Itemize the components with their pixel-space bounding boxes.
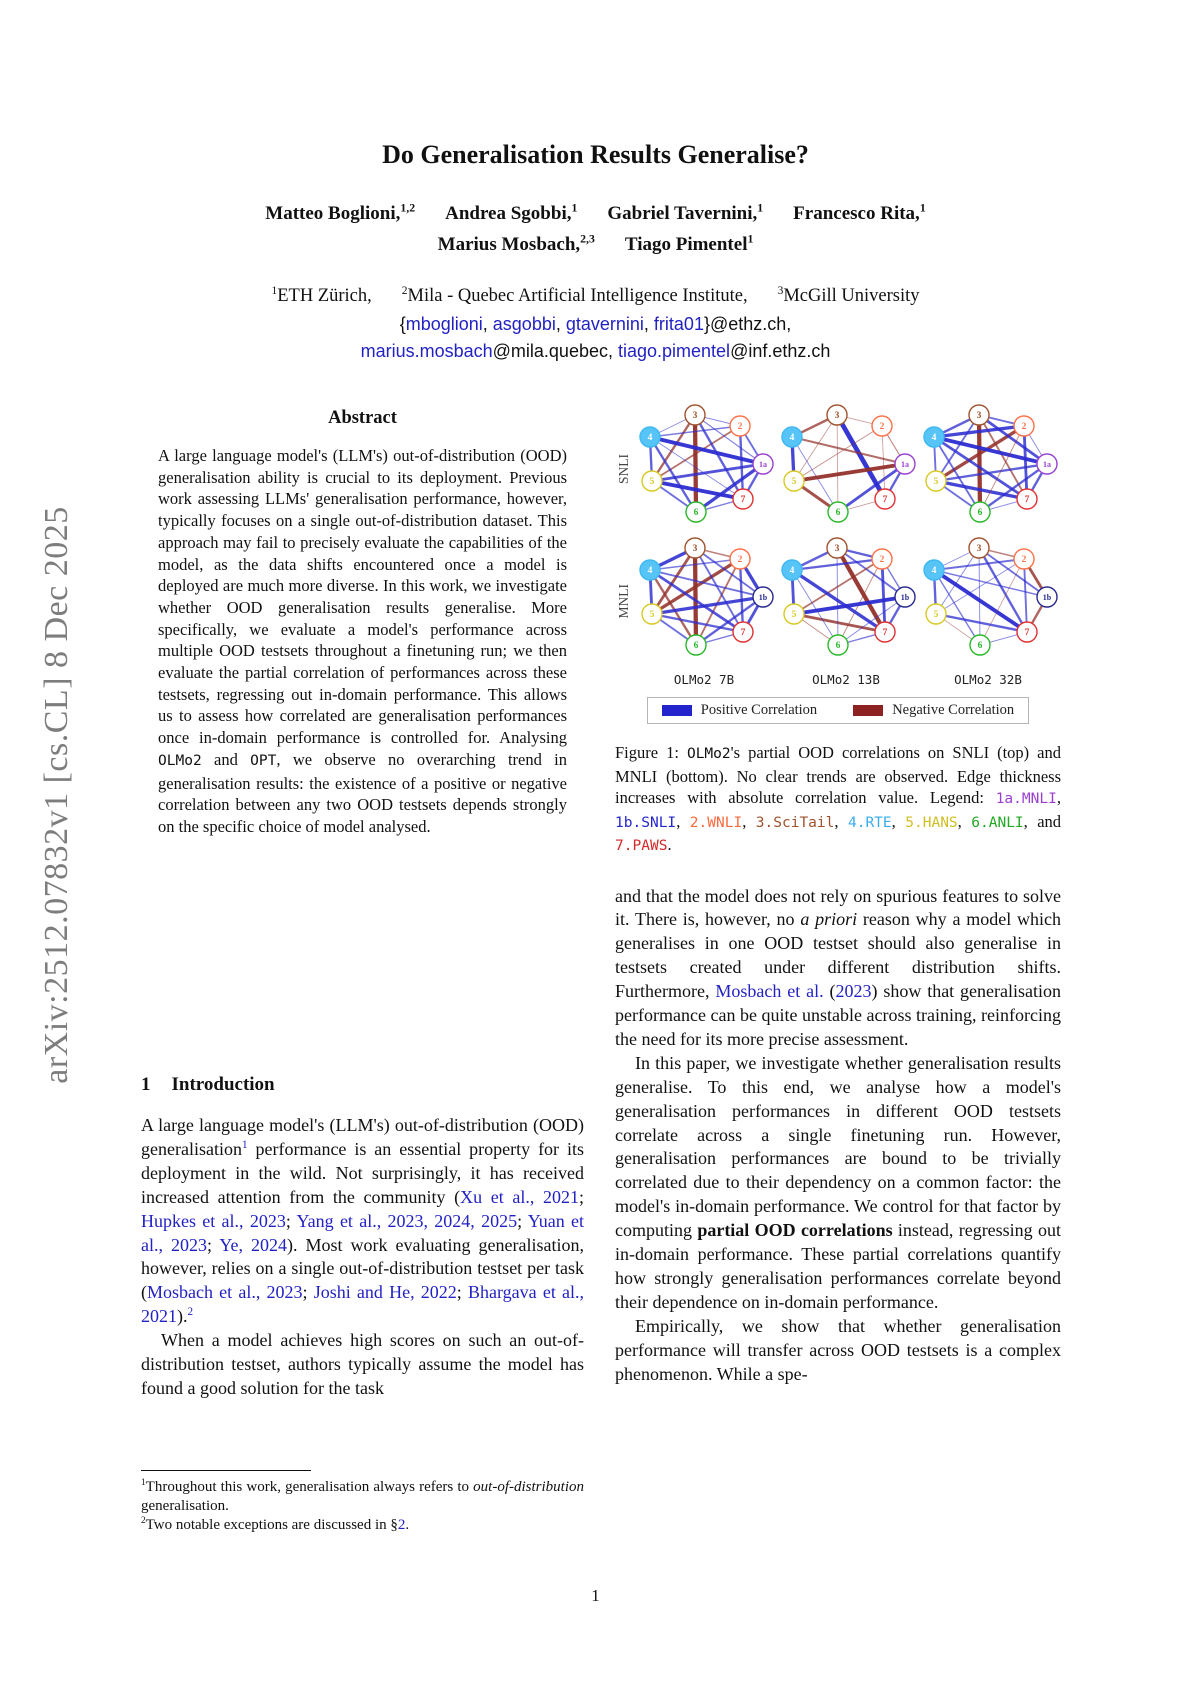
model-label-32b: OLMo2 32B [954,672,1022,687]
graph-node-label: 2 [879,422,885,433]
text-run: 's partial OOD correlations on SNLI (top) and MNLI (bottom). No clear trends are observed. Edge thickness increases with absolute correlation value. Legend: [615,743,1061,807]
graph-mnli-32b [917,535,1059,668]
abstract-section [141,408,584,838]
figure-legend [615,697,1061,724]
correlation-graphs-grid [615,402,1061,668]
correlation-edge [882,426,885,499]
email-line-1 [0,314,1191,335]
graph-node-label: 2 [737,555,743,566]
text-run: OLMo2 [158,752,202,769]
text-run: ) show that generalisation performance can be quite unstable across training, reinforcing the need for its more precise assessment. [615,981,1062,1049]
correlation-edge [695,415,696,512]
graph-node-label: 6 [835,508,841,519]
graph-node-label: 3 [834,544,840,555]
text-run: { [399,314,406,334]
text-run: Francesco Rita, [793,203,920,224]
graph-node-label: 1b [900,593,910,603]
text-run: 2 [401,284,408,297]
row-label-snli: SNLI [616,453,631,484]
graph-node-label: 7 [1024,628,1030,639]
model-labels-spacer [615,672,633,687]
correlation-edge [740,426,743,499]
graph-node-label: 5 [933,477,939,488]
text-run: 5.HANS [905,814,958,831]
text-run: a priori [800,909,858,930]
link[interactable]: asgobbi [492,314,556,334]
correlation-edge [837,415,838,512]
text-run: Gabriel Tavernini, [607,203,758,224]
intro-paragraph-2 [141,1329,584,1401]
text-run: , and [1023,811,1062,831]
text-run: , [957,811,972,831]
graph-node-label: 5 [791,610,797,621]
graph-node-label: 5 [791,477,797,488]
text-run: Throughout this work, generalisation always refers to [145,1479,474,1495]
text-run: A large language model's (LLM's) out-of-distribution (OOD) generalisation [141,1115,584,1159]
graph-node-label: 7 [740,495,746,506]
intro-paragraph-1 [141,1114,584,1329]
text-run: ; [517,1210,528,1231]
link[interactable]: Hupkes et al., 2023 [141,1210,286,1231]
link[interactable]: 1 [241,1138,248,1151]
section-heading-introduction [141,1074,584,1096]
graph-node-label: 5 [933,610,939,621]
link[interactable]: frita01 [653,314,704,334]
graph-node-label: 7 [1024,495,1030,506]
correlation-graph-svg [917,402,1059,535]
text-run: 1a.MNLI [995,791,1057,807]
text-run: Mila - Quebec Artificial Intelligence Institute, [407,286,748,306]
graph-node-label: 1a [901,460,909,470]
positive-correlation-label: Positive Correlation [700,702,818,718]
correlation-graph-svg [775,535,917,668]
model-labels-row [615,672,1061,687]
graph-node-label: 7 [882,495,888,506]
right-column-text [615,885,1061,1387]
text-run: generalisation. [141,1498,229,1514]
graph-node-label: 3 [976,411,982,422]
correlation-graph-svg [633,535,775,668]
text-run: 1 [757,201,764,215]
graph-snli-7b [633,402,775,535]
text-run: 1 [571,201,578,215]
graph-node-label: 2 [1021,555,1027,566]
author-line-1 [0,203,1191,225]
correlation-edge [936,548,979,614]
graph-mnli-13b [775,535,917,668]
affiliations [0,286,1191,307]
text-run: 2.WNLI [689,814,743,831]
graph-node-label: 2 [1021,422,1027,433]
correlation-edge [1024,559,1027,632]
link[interactable]: mboglioni [405,314,483,334]
graph-node-label: 3 [692,411,698,422]
positive-correlation-swatch [662,705,692,716]
correlation-edge [980,464,1047,512]
correlation-graph-svg [775,402,917,535]
correlation-edge [696,464,763,512]
text-run: 1,2 [400,201,416,215]
graph-mnli-7b [633,535,775,668]
text-run: }@ethz.ch, [703,314,792,334]
text-run: Figure 1: [615,743,687,762]
correlation-graph-svg [633,402,775,535]
link[interactable]: Joshi and He, 2022 [313,1282,457,1303]
text-run: 7.PAWS [615,838,668,854]
link[interactable]: 2 [397,1517,406,1533]
text-run: , we observe no overarching trend in generalisation results: the existence of a positive or negative correlation between any two OOD testsets depends strongly on the specific choice of model analysed. [158,749,567,836]
link[interactable]: marius.mosbach [360,341,493,361]
correlation-edge [792,437,905,464]
link[interactable]: Mosbach et al. [715,981,824,1002]
text-run: , [482,314,493,334]
introduction-section [141,1074,584,1401]
text-run: 4.RTE [847,814,892,831]
right-column [615,402,1061,1387]
text-run: partial OOD correlations [697,1220,893,1241]
text-run: ; [285,1210,297,1231]
text-run: Marius Mosbach, [437,234,581,255]
graph-node-label: 3 [976,544,982,555]
link[interactable]: 2023 [835,981,872,1002]
graph-node-label: 1a [1043,460,1051,470]
text-run: When a model achieves high scores on such an out-of-distribution testset, authors typically assume the model has found a good solution for the task [141,1330,584,1398]
text-run: OPT [250,752,277,769]
link[interactable]: gtavernini [565,314,644,334]
legend-item-negative [853,702,1014,719]
correlation-edge [695,548,696,645]
text-run: instead, regressing out in-domain performance. These partial correlations quantify how strongly generalisation performances correlate beyond their dependence on in-domain performance. [615,1220,1062,1312]
right-paragraph-3 [615,1315,1061,1387]
graph-snli-13b [775,402,917,535]
author-line-2 [0,234,1191,256]
text-run: , [891,811,906,831]
text-run: ( [823,981,836,1002]
correlation-edge [740,559,743,632]
email-line-2 [0,341,1191,362]
legend-item-positive [662,702,817,719]
text-run: ; [456,1282,468,1303]
link[interactable]: Ye, 2024 [219,1234,288,1255]
right-paragraph-1 [615,885,1061,1052]
graph-node-label: 5 [649,477,655,488]
graph-node-label: 7 [882,628,888,639]
text-run: ). [177,1306,188,1327]
text-run: . [667,835,672,854]
model-label-13b: OLMo2 13B [812,672,880,687]
graph-node-label: 4 [647,433,653,444]
graph-node-label: 3 [692,544,698,555]
text-run: Tiago Pimentel [624,234,748,255]
text-run: 1b.SNLI [615,814,677,831]
link[interactable]: tiago.pimentel [617,341,731,361]
abstract-heading: Abstract [328,408,397,428]
text-run: , [676,811,690,831]
text-run: 2,3 [580,232,595,246]
link[interactable]: Xu et al., 2021 [460,1186,579,1207]
text-run: In this paper, we investigate whether generalisation results generalise. To this end, we analyse how a model's generalisation performances in different OOD testsets correlate across a single finetuning run. However, generalisation performances are bound to be trivially correlated due to their dependency on a common factor: the model's in-domain performance. We control for that factor by computing [615,1052,1061,1241]
text-run: ETH Zürich, [277,286,372,306]
footnote-1 [141,1478,584,1516]
text-run: , [555,314,566,334]
legend-box [647,697,1029,724]
text-run: 1 [919,201,926,215]
graph-node-label: 4 [789,566,795,577]
graph-node-label: 1b [1042,593,1052,603]
model-label-7b: OLMo2 7B [673,672,735,687]
correlation-graph-svg [917,535,1059,668]
text-run: reason why a model which generalises in one OOD testset should also generalise in testsets created under different distribution shifts. Furthermore, [615,909,1061,1002]
text-run: 3.SciTail [755,814,835,831]
text-run: , [834,811,848,831]
correlation-edge [1024,426,1027,499]
text-run: ; [578,1186,584,1207]
graph-node-label: 2 [879,555,885,566]
text-run: and that the model does not rely on spurious features to solve it. There is, however, no [615,885,1061,930]
graph-node-label: 2 [737,422,743,433]
graph-node-label: 4 [931,433,937,444]
text-run: 1 [747,232,754,246]
link[interactable]: Mosbach et al., 2023 [147,1282,303,1303]
paper-title: Do Generalisation Results Generalise? [382,140,809,169]
graph-node-label: 4 [931,566,937,577]
text-run: 1 [271,284,278,297]
section-title: Introduction [171,1074,275,1095]
graph-node-label: 6 [977,508,983,519]
graph-node-label: 6 [835,641,841,652]
graph-node-label: 3 [834,411,840,422]
text-run: A large language model's (LLM's) out-of-distribution (OOD) generalisation ability is crucial to its deployment. Previous work assessing LLMs' generalisation performance, however, typically focuses on a single out-of-distribution dataset. This approach may fail to precisely evaluate the capabilities of the model, as the data shifts encountered once a model is deployed are much more diverse. In this work, we investigate whether OOD generalisation results generalise. More specifically, we evaluate a model's performance across multiple OOD testsets throughout a finetuning run; we then evaluate the partial correlation of performances across these testsets, regressing out in-domain performance. This allows us to assess how correlated are generalisation performances once in-domain performance is controlled for. Analysing [158,446,567,748]
graph-node-label: 6 [693,641,699,652]
graph-node-label: 4 [647,566,653,577]
graph-node-label: 1a [759,460,767,470]
text-run: and [201,749,251,769]
correlation-edge [979,415,980,512]
graph-node-label: 5 [649,610,655,621]
text-run: ; [302,1282,314,1303]
text-run: , [643,314,654,334]
text-run: Matteo Boglioni, [265,203,401,224]
text-run: Two notable exceptions are discussed in § [145,1517,398,1533]
correlation-edge [882,559,885,632]
text-run: performance is an essential property for its deployment in the wild. Not surprisingly, it has received increased attention from the community ( [141,1138,584,1207]
link[interactable]: Yuan et al., 2023 [141,1210,584,1255]
correlation-edge [979,548,1047,597]
graph-snli-32b [917,402,1059,535]
text-run: 3 [777,284,784,297]
graph-node-label: 6 [693,508,699,519]
text-run: 6.ANLI [971,814,1024,831]
footnote-rule [141,1470,311,1471]
text-run: . [405,1517,410,1533]
text-run: OLMo2 [686,746,731,762]
graph-node-label: 6 [977,641,983,652]
text-run: @inf.ethz.ch [730,341,831,361]
text-run: 2 [141,1516,146,1526]
figure-1 [615,402,1061,858]
text-run: , [742,811,756,831]
graph-node-label: 7 [740,628,746,639]
figure-caption [615,742,1061,858]
right-paragraph-2 [615,1052,1061,1315]
text-run: out-of-distribution [473,1479,584,1495]
text-run: , [1056,788,1061,807]
graph-node-label: 1b [758,593,768,603]
negative-correlation-swatch [853,705,883,716]
row-label-mnli: MNLI [616,584,631,619]
text-run: 1 [141,1478,146,1488]
arxiv-watermark: arXiv:2512.07832v1 [cs.CL] 8 Dec 2025 [38,506,75,1084]
graph-node-label: 4 [789,433,795,444]
link[interactable]: 2 [187,1306,194,1319]
link[interactable]: Yang et al., 2023, 2024, 2025 [296,1210,518,1231]
correlation-edge [979,548,980,645]
text-run: @mila.quebec, [492,341,618,361]
text-run: ; [207,1234,220,1255]
footnote-2 [141,1516,584,1535]
link[interactable]: Bhargava et al., 2021 [141,1282,584,1327]
negative-correlation-label: Negative Correlation [892,702,1015,718]
text-run: Empirically, we show that whether generalisation performance will transfer across OOD testsets is a complex phenomenon. While a spe- [615,1315,1061,1384]
text-run: Andrea Sgobbi, [445,203,572,224]
correlation-edge [837,548,838,645]
text-run: McGill University [783,286,920,306]
footnotes-block [141,1470,584,1535]
text-run: ). Most work evaluating generalisation, however, relies on a single out-of-distribution testset per task ( [141,1234,584,1303]
abstract-text [141,445,584,838]
page-number: 1 [591,1586,600,1605]
section-number: 1 [141,1074,151,1095]
